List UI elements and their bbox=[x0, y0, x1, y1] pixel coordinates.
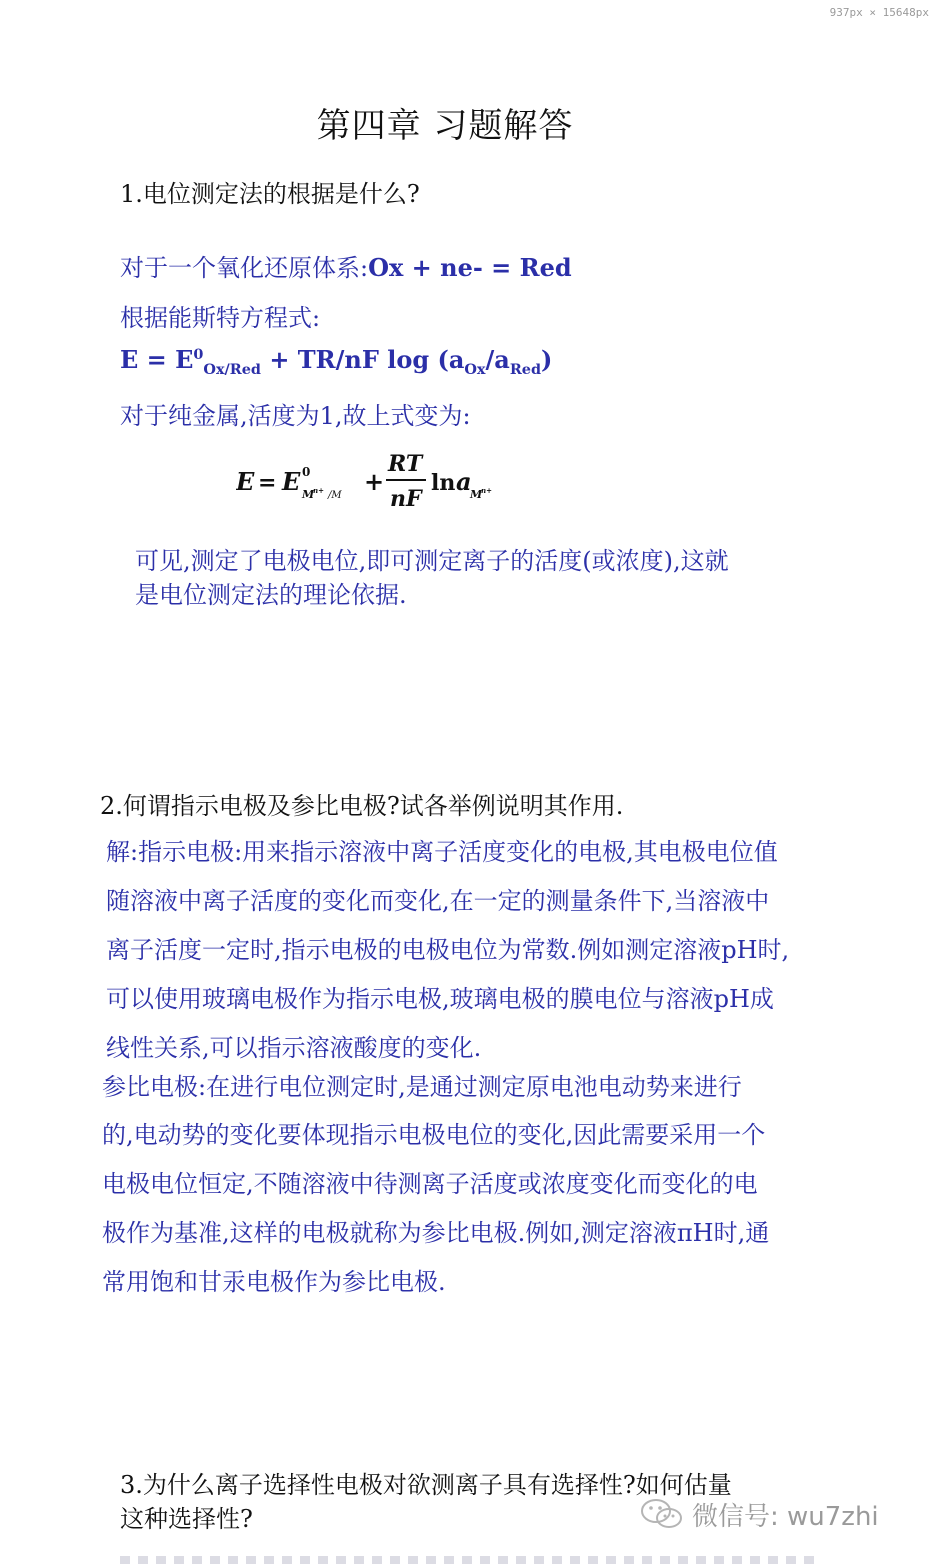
formula-e0: E bbox=[282, 467, 301, 496]
formula-sub-nplus: n+ bbox=[313, 486, 324, 495]
answer-2-line-9: 极作为基准,这样的电极就称为参比电极.例如,测定溶液πH时,通 bbox=[102, 1219, 770, 1247]
question-2: 2.何谓指示电极及参比电极?试各举例说明其作用. bbox=[100, 792, 624, 820]
metal-electrode-formula bbox=[236, 448, 526, 518]
formula-sub-tail: /M bbox=[328, 490, 342, 501]
nernst-sub-red: Red bbox=[509, 360, 542, 378]
formula-sup0: 0 bbox=[302, 465, 311, 479]
wechat-watermark bbox=[640, 1496, 879, 1539]
formula-a-sub: M bbox=[470, 488, 483, 501]
answer-2-line-4: 可以使用玻璃电极作为指示电极,玻璃电极的膜电位与溶液pH成 bbox=[106, 985, 774, 1013]
formula-a: a bbox=[456, 467, 472, 496]
formula-plus: + bbox=[364, 467, 385, 496]
answer-2-line-3: 离子活度一定时,指示电极的电极电位为常数.例如测定溶液pH时, bbox=[106, 936, 790, 964]
nernst-part-mid: + TR/nF log (a bbox=[260, 345, 465, 374]
pure-metal-line: 对于纯金属,活度为1,故上式变为: bbox=[120, 402, 471, 430]
answer-2-line-5: 线性关系,可以指示溶液酸度的变化. bbox=[106, 1034, 482, 1062]
formula-denominator: nF bbox=[390, 486, 422, 512]
answer-2-line-2: 随溶液中离子活度的变化而变化,在一定的测量条件下,当溶液中 bbox=[106, 887, 770, 915]
nernst-sup: 0 bbox=[193, 346, 204, 363]
nernst-intro: 根据能斯特方程式: bbox=[120, 304, 321, 332]
formula-numerator: RT bbox=[388, 451, 423, 477]
answer-2-line-1: 解:指示电极:用来指示溶液中离子活度变化的电极,其电极电位值 bbox=[106, 838, 778, 866]
formula-equals: = bbox=[258, 470, 277, 496]
question-3-line-1: 3.为什么离子选择性电极对欲测离子具有选择性?如何估量 bbox=[120, 1471, 732, 1499]
cut-off-text-row bbox=[120, 1556, 820, 1564]
page-title: 第四章 习题解答 bbox=[316, 106, 574, 146]
answer-2-line-6: 参比电极:在进行电位测定时,是通过测定原电池电动势来进行 bbox=[102, 1073, 742, 1101]
watermark-text: 微信号: wu7zhi bbox=[692, 1502, 879, 1532]
answer-2-line-7: 的,电动势的变化要体现指示电极电位的变化,因此需要采用一个 bbox=[102, 1121, 766, 1149]
question-3-line-2: 这种选择性? bbox=[120, 1505, 253, 1533]
formula-a-subsup: n+ bbox=[481, 486, 492, 495]
nernst-equation bbox=[120, 345, 552, 378]
formula-ln: ln bbox=[431, 470, 456, 496]
redox-system-text: 对于一个氧化还原体系: bbox=[120, 254, 369, 282]
nernst-part-slash: /a bbox=[485, 345, 510, 374]
redox-system-line bbox=[120, 248, 572, 283]
nernst-part-e: E = E bbox=[120, 345, 194, 374]
conclusion-line-1: 可见,测定了电极电位,即可测定离子的活度(或浓度),这就 bbox=[135, 547, 729, 575]
nernst-sub-ox: Ox bbox=[464, 360, 486, 378]
nernst-part-end: ) bbox=[541, 345, 553, 374]
wechat-logo-icon bbox=[640, 1496, 684, 1539]
conclusion-line-2: 是电位测定法的理论依据. bbox=[135, 581, 407, 609]
answer-2-line-8: 电极电位恒定,不随溶液中待测离子活度或浓度变化而变化的电 bbox=[102, 1170, 758, 1198]
nernst-sub-oxred: Ox/Red bbox=[203, 360, 261, 378]
page-size-label: 937px × 15648px bbox=[829, 6, 929, 19]
redox-equation: Ox + ne- = Red bbox=[368, 253, 572, 282]
formula-sub-m: M bbox=[302, 488, 315, 501]
formula-e: E bbox=[236, 467, 255, 496]
answer-2-line-10: 常用饱和甘汞电极作为参比电极. bbox=[102, 1268, 446, 1296]
question-1: 1.电位测定法的根据是什么? bbox=[120, 180, 420, 208]
